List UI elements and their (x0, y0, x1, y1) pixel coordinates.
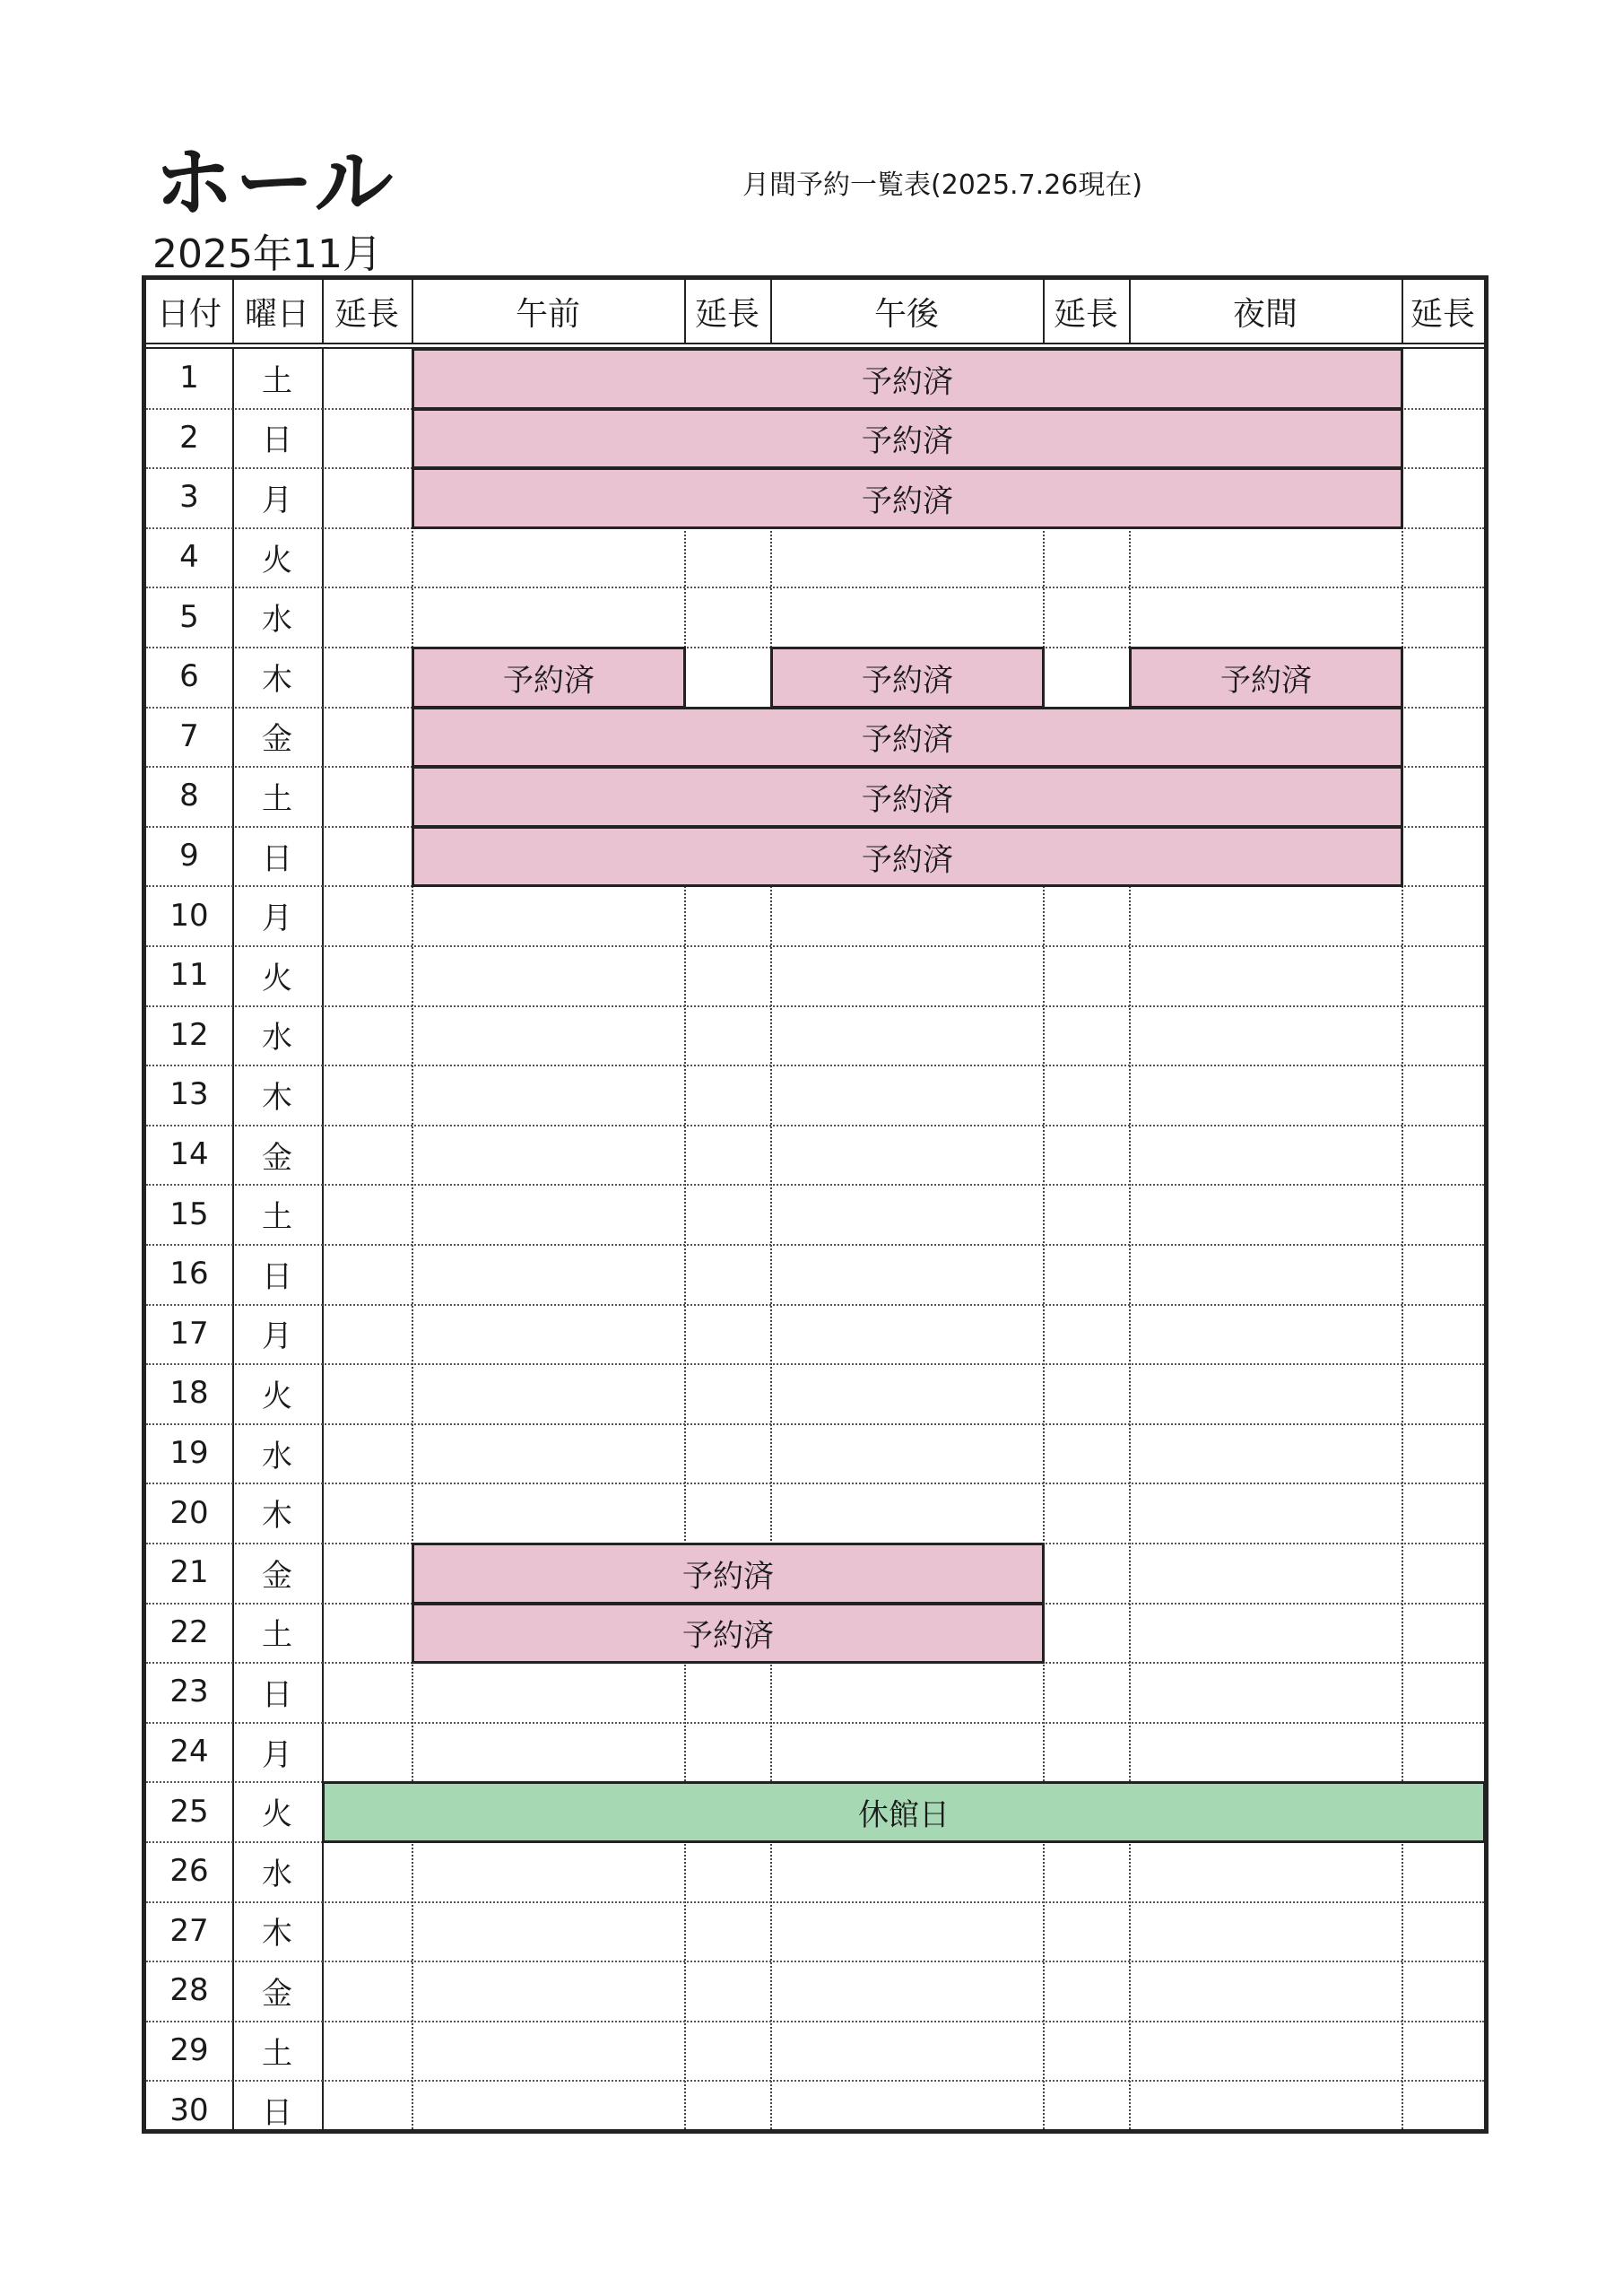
slot-cell-ext-2[interactable] (1043, 1125, 1129, 1185)
day-number: 9 (179, 838, 199, 874)
slot-cell-ext-1[interactable] (684, 1423, 770, 1483)
weekday-label: 火 (262, 542, 292, 578)
booking-block[interactable]: 予約済 (412, 348, 1403, 410)
day-number: 30 (169, 2092, 209, 2128)
day-number: 4 (179, 539, 199, 576)
slot-cell-afternoon[interactable] (770, 1901, 1043, 1961)
slot-cell-afternoon[interactable] (770, 1065, 1043, 1125)
slot-cell-ext-1[interactable] (684, 1901, 770, 1961)
slot-cell-ext-0[interactable] (322, 1543, 412, 1603)
weekday-label: 木 (262, 1498, 292, 1535)
day-number: 5 (179, 598, 199, 635)
slot-cell-ext-2[interactable] (1043, 945, 1129, 1005)
slot-cell-ext-1[interactable] (684, 2080, 770, 2140)
slot-cell-ext-3[interactable] (1402, 1901, 1484, 1961)
column-divider-header (412, 280, 413, 343)
slot-cell-night[interactable] (1129, 1363, 1402, 1423)
slot-cell-ext-0[interactable] (322, 1065, 412, 1125)
booking-block[interactable]: 予約済 (412, 766, 1403, 828)
slot-cell-ext-3[interactable] (1402, 1005, 1484, 1065)
day-number: 14 (169, 1136, 209, 1173)
slot-cell-ext-2[interactable] (1043, 1961, 1129, 2021)
weekday-label: 月 (262, 1318, 292, 1355)
slot-cell-ext-2[interactable] (1043, 1841, 1129, 1901)
slot-cell-morning[interactable] (412, 1184, 684, 1244)
slot-cell-morning[interactable] (412, 587, 684, 647)
weekday-label: 金 (262, 1557, 292, 1594)
slot-cell-night[interactable] (1129, 1722, 1402, 1782)
closed-day-block[interactable]: 休館日 (322, 1781, 1486, 1843)
column-header-ext-3: 延長 (1410, 295, 1475, 333)
slot-cell-ext-1[interactable] (684, 1005, 770, 1065)
slot-cell-ext-3[interactable] (1402, 707, 1484, 767)
slot-cell-ext-2[interactable] (1043, 1184, 1129, 1244)
slot-cell-ext-0[interactable] (322, 1603, 412, 1663)
slot-cell-night[interactable] (1129, 587, 1402, 647)
slot-cell-ext-0[interactable] (322, 945, 412, 1005)
slot-cell-ext-3[interactable] (1402, 2080, 1484, 2140)
day-number: 29 (169, 2032, 209, 2069)
slot-cell-ext-3[interactable] (1402, 1483, 1484, 1543)
weekday-label: 水 (262, 1020, 292, 1057)
day-number: 13 (169, 1076, 209, 1113)
slot-cell-ext-2[interactable] (1043, 1483, 1129, 1543)
slot-cell-afternoon[interactable] (770, 1841, 1043, 1901)
slot-cell-ext-2[interactable] (1043, 1901, 1129, 1961)
reservation-table (142, 275, 1488, 2134)
slot-cell-ext-2[interactable] (1043, 1722, 1129, 1782)
slot-cell-afternoon[interactable] (770, 885, 1043, 945)
booking-block[interactable]: 予約済 (412, 647, 686, 709)
slot-cell-ext-3[interactable] (1402, 587, 1484, 647)
slot-cell-ext-3[interactable] (1402, 945, 1484, 1005)
slot-cell-ext-3[interactable] (1402, 1363, 1484, 1423)
slot-cell-morning[interactable] (412, 1483, 684, 1543)
slot-cell-night[interactable] (1129, 2021, 1402, 2081)
column-header-morning: 午前 (515, 295, 580, 333)
slot-cell-ext-0[interactable] (322, 1961, 412, 2021)
slot-cell-afternoon[interactable] (770, 1662, 1043, 1722)
slot-cell-ext-1[interactable] (684, 527, 770, 587)
column-header-ext-2: 延長 (1053, 295, 1118, 333)
slot-cell-night[interactable] (1129, 527, 1402, 587)
day-number: 23 (169, 1674, 209, 1710)
slot-cell-ext-0[interactable] (322, 1363, 412, 1423)
slot-cell-morning[interactable] (412, 2080, 684, 2140)
column-divider-header (322, 280, 324, 343)
slot-cell-night[interactable] (1129, 1961, 1402, 2021)
slot-cell-ext-1[interactable] (684, 647, 770, 707)
weekday-label: 水 (262, 1856, 292, 1892)
slot-cell-ext-2[interactable] (1043, 1005, 1129, 1065)
slot-cell-night[interactable] (1129, 1483, 1402, 1543)
weekday-label: 土 (262, 362, 292, 399)
column-divider-header (1129, 280, 1131, 343)
weekday-label: 金 (262, 721, 292, 758)
slot-cell-ext-1[interactable] (684, 1304, 770, 1364)
booking-block[interactable]: 予約済 (412, 408, 1403, 470)
slot-cell-ext-0[interactable] (322, 2080, 412, 2140)
weekday-label: 土 (262, 2035, 292, 2072)
slot-cell-ext-0[interactable] (322, 1483, 412, 1543)
slot-cell-ext-0[interactable] (322, 2021, 412, 2081)
day-number: 15 (169, 1196, 209, 1232)
slot-cell-afternoon[interactable] (770, 2021, 1043, 2081)
weekday-label: 日 (262, 422, 292, 459)
slot-cell-ext-3[interactable] (1402, 826, 1484, 886)
day-number: 17 (169, 1315, 209, 1352)
day-number: 20 (169, 1494, 209, 1531)
slot-cell-ext-3[interactable] (1402, 408, 1484, 468)
slot-cell-ext-1[interactable] (684, 1722, 770, 1782)
slot-cell-morning[interactable] (412, 1841, 684, 1901)
slot-cell-afternoon[interactable] (770, 1722, 1043, 1782)
booking-block[interactable]: 予約済 (412, 1543, 1045, 1605)
slot-cell-ext-0[interactable] (322, 1901, 412, 1961)
day-number: 21 (169, 1554, 209, 1591)
slot-cell-morning[interactable] (412, 1363, 684, 1423)
slot-cell-ext-3[interactable] (1402, 467, 1484, 527)
slot-cell-night[interactable] (1129, 1005, 1402, 1065)
slot-cell-ext-0[interactable] (322, 408, 412, 468)
slot-cell-morning[interactable] (412, 945, 684, 1005)
slot-cell-ext-2[interactable] (1043, 527, 1129, 587)
column-divider-header (684, 280, 686, 343)
slot-cell-night[interactable] (1129, 1125, 1402, 1185)
weekday-label: 火 (262, 1796, 292, 1833)
column-header-ext-1: 延長 (694, 295, 759, 333)
slot-cell-ext-3[interactable] (1402, 527, 1484, 587)
column-header-night: 夜間 (1232, 295, 1298, 333)
slot-cell-ext-2[interactable] (1043, 1423, 1129, 1483)
slot-cell-night[interactable] (1129, 1065, 1402, 1125)
weekday-label: 木 (262, 661, 292, 698)
weekday-label: 火 (262, 960, 292, 996)
slot-cell-morning[interactable] (412, 1304, 684, 1364)
day-number: 8 (179, 778, 199, 814)
slot-cell-ext-1[interactable] (684, 587, 770, 647)
slot-cell-ext-3[interactable] (1402, 2021, 1484, 2081)
weekday-label: 土 (262, 1617, 292, 1654)
slot-cell-ext-0[interactable] (322, 1244, 412, 1304)
slot-cell-night[interactable] (1129, 1304, 1402, 1364)
slot-cell-ext-0[interactable] (322, 885, 412, 945)
weekday-label: 月 (262, 900, 292, 937)
day-number: 25 (169, 1793, 209, 1830)
weekday-label: 木 (262, 1916, 292, 1952)
slot-cell-afternoon[interactable] (770, 1184, 1043, 1244)
slot-cell-ext-3[interactable] (1402, 885, 1484, 945)
booking-block[interactable]: 予約済 (412, 1603, 1045, 1665)
column-header-weekday: 曜日 (244, 295, 309, 333)
day-number: 1 (179, 360, 199, 396)
month-label: 2025年11月 (152, 231, 382, 277)
slot-cell-morning[interactable] (412, 1125, 684, 1185)
slot-cell-ext-0[interactable] (322, 467, 412, 527)
slot-cell-ext-3[interactable] (1402, 1841, 1484, 1901)
slot-cell-ext-2[interactable] (1043, 2080, 1129, 2140)
slot-cell-ext-0[interactable] (322, 707, 412, 767)
slot-cell-ext-0[interactable] (322, 766, 412, 826)
column-divider-header (770, 280, 772, 343)
slot-cell-ext-3[interactable] (1402, 1603, 1484, 1663)
slot-cell-ext-3[interactable] (1402, 1125, 1484, 1185)
slot-cell-ext-2[interactable] (1043, 885, 1129, 945)
column-divider-header (1043, 280, 1045, 343)
slot-cell-morning[interactable] (412, 1961, 684, 2021)
slot-cell-ext-1[interactable] (684, 1483, 770, 1543)
slot-cell-ext-2[interactable] (1043, 587, 1129, 647)
slot-cell-ext-2[interactable] (1043, 1603, 1129, 1663)
slot-cell-ext-0[interactable] (322, 1184, 412, 1244)
slot-cell-ext-1[interactable] (684, 1662, 770, 1722)
slot-cell-ext-3[interactable] (1402, 1304, 1484, 1364)
slot-cell-ext-3[interactable] (1402, 1184, 1484, 1244)
slot-cell-afternoon[interactable] (770, 1961, 1043, 2021)
column-header-ext-0: 延長 (334, 295, 399, 333)
weekday-label: 火 (262, 1378, 292, 1414)
slot-cell-ext-0[interactable] (322, 1841, 412, 1901)
slot-cell-ext-0[interactable] (322, 826, 412, 886)
slot-cell-night[interactable] (1129, 1603, 1402, 1663)
day-number: 2 (179, 419, 199, 456)
day-number: 11 (169, 957, 209, 994)
slot-cell-ext-2[interactable] (1043, 1244, 1129, 1304)
slot-cell-morning[interactable] (412, 1901, 684, 1961)
slot-cell-ext-3[interactable] (1402, 1662, 1484, 1722)
slot-cell-morning[interactable] (412, 1244, 684, 1304)
slot-cell-ext-1[interactable] (684, 1184, 770, 1244)
weekday-label: 月 (262, 1736, 292, 1773)
day-number: 19 (169, 1435, 209, 1472)
day-number: 6 (179, 658, 199, 695)
slot-cell-ext-2[interactable] (1043, 1662, 1129, 1722)
day-number: 28 (169, 1972, 209, 2009)
slot-cell-ext-3[interactable] (1402, 766, 1484, 826)
slot-cell-morning[interactable] (412, 1005, 684, 1065)
column-divider-header (1402, 280, 1403, 343)
weekday-label: 水 (262, 602, 292, 639)
slot-cell-morning[interactable] (412, 527, 684, 587)
booking-block[interactable]: 予約済 (412, 707, 1403, 769)
slot-cell-ext-1[interactable] (684, 1961, 770, 2021)
slot-cell-ext-0[interactable] (322, 1005, 412, 1065)
slot-cell-ext-0[interactable] (322, 1423, 412, 1483)
slot-cell-ext-3[interactable] (1402, 1423, 1484, 1483)
slot-cell-morning[interactable] (412, 885, 684, 945)
slot-cell-morning[interactable] (412, 1065, 684, 1125)
booking-block[interactable]: 予約済 (412, 467, 1403, 529)
booking-block[interactable]: 予約済 (412, 826, 1403, 888)
slot-cell-ext-0[interactable] (322, 647, 412, 707)
slot-cell-ext-0[interactable] (322, 1662, 412, 1722)
slot-cell-afternoon[interactable] (770, 945, 1043, 1005)
slot-cell-ext-1[interactable] (684, 1363, 770, 1423)
slot-cell-ext-3[interactable] (1402, 1543, 1484, 1603)
slot-cell-morning[interactable] (412, 2021, 684, 2081)
slot-cell-ext-1[interactable] (684, 2021, 770, 2081)
slot-cell-afternoon[interactable] (770, 1244, 1043, 1304)
slot-cell-night[interactable] (1129, 1184, 1402, 1244)
column-header-date: 日付 (156, 295, 221, 333)
slot-cell-ext-3[interactable] (1402, 1961, 1484, 2021)
slot-cell-morning[interactable] (412, 1423, 684, 1483)
day-number: 24 (169, 1734, 209, 1770)
slot-cell-afternoon[interactable] (770, 1423, 1043, 1483)
slot-cell-ext-1[interactable] (684, 1065, 770, 1125)
slot-cell-ext-3[interactable] (1402, 1722, 1484, 1782)
weekday-label: 日 (262, 1676, 292, 1713)
slot-cell-ext-2[interactable] (1043, 1543, 1129, 1603)
slot-cell-afternoon[interactable] (770, 527, 1043, 587)
slot-cell-ext-1[interactable] (684, 1841, 770, 1901)
slot-cell-ext-1[interactable] (684, 945, 770, 1005)
column-divider-header (232, 280, 234, 343)
day-number: 7 (179, 718, 199, 754)
slot-cell-morning[interactable] (412, 1662, 684, 1722)
weekday-label: 土 (262, 780, 292, 817)
day-number: 18 (169, 1375, 209, 1412)
slot-cell-ext-0[interactable] (322, 348, 412, 408)
slot-cell-ext-3[interactable] (1402, 647, 1484, 707)
slot-cell-night[interactable] (1129, 1423, 1402, 1483)
slot-cell-ext-3[interactable] (1402, 1244, 1484, 1304)
slot-cell-ext-0[interactable] (322, 1125, 412, 1185)
document-subtitle: 月間予約一覧表(2025.7.26現在) (742, 170, 1143, 201)
slot-cell-ext-2[interactable] (1043, 1363, 1129, 1423)
slot-cell-ext-3[interactable] (1402, 1065, 1484, 1125)
slot-cell-night[interactable] (1129, 1841, 1402, 1901)
slot-cell-night[interactable] (1129, 1901, 1402, 1961)
weekday-label: 土 (262, 1199, 292, 1236)
slot-cell-night[interactable] (1129, 885, 1402, 945)
slot-cell-night[interactable] (1129, 2080, 1402, 2140)
slot-cell-afternoon[interactable] (770, 1363, 1043, 1423)
slot-cell-ext-1[interactable] (684, 885, 770, 945)
slot-cell-ext-0[interactable] (322, 527, 412, 587)
slot-cell-afternoon[interactable] (770, 2080, 1043, 2140)
day-number: 12 (169, 1016, 209, 1053)
slot-cell-ext-1[interactable] (684, 1125, 770, 1185)
weekday-label: 水 (262, 1438, 292, 1474)
slot-cell-morning[interactable] (412, 1722, 684, 1782)
slot-cell-night[interactable] (1129, 1244, 1402, 1304)
day-number: 10 (169, 897, 209, 934)
weekday-label: 月 (262, 482, 292, 518)
weekday-label: 金 (262, 1975, 292, 2012)
slot-cell-night[interactable] (1129, 945, 1402, 1005)
slot-cell-afternoon[interactable] (770, 1304, 1043, 1364)
weekday-label: 木 (262, 1079, 292, 1116)
slot-cell-ext-1[interactable] (684, 1244, 770, 1304)
slot-cell-night[interactable] (1129, 1662, 1402, 1722)
slot-cell-ext-2[interactable] (1043, 647, 1129, 707)
slot-cell-ext-2[interactable] (1043, 1304, 1129, 1364)
slot-cell-afternoon[interactable] (770, 1483, 1043, 1543)
weekday-label: 日 (262, 1258, 292, 1295)
slot-cell-afternoon[interactable] (770, 587, 1043, 647)
day-number: 3 (179, 479, 199, 516)
day-number: 22 (169, 1613, 209, 1650)
page-title: ホール (154, 136, 395, 229)
slot-cell-ext-2[interactable] (1043, 1065, 1129, 1125)
slot-cell-ext-0[interactable] (322, 1722, 412, 1782)
day-number: 26 (169, 1853, 209, 1890)
weekday-label: 日 (262, 840, 292, 877)
slot-cell-ext-0[interactable] (322, 1304, 412, 1364)
day-number: 27 (169, 1912, 209, 1949)
slot-cell-ext-0[interactable] (322, 587, 412, 647)
day-number: 16 (169, 1256, 209, 1292)
slot-cell-afternoon[interactable] (770, 1005, 1043, 1065)
booking-block[interactable]: 予約済 (1129, 647, 1403, 709)
slot-cell-ext-2[interactable] (1043, 2021, 1129, 2081)
weekday-label: 日 (262, 2095, 292, 2132)
slot-cell-night[interactable] (1129, 1543, 1402, 1603)
weekday-label: 金 (262, 1139, 292, 1176)
slot-cell-ext-3[interactable] (1402, 348, 1484, 408)
booking-block[interactable]: 予約済 (770, 647, 1045, 709)
column-header-afternoon: 午後 (873, 295, 939, 333)
slot-cell-afternoon[interactable] (770, 1125, 1043, 1185)
